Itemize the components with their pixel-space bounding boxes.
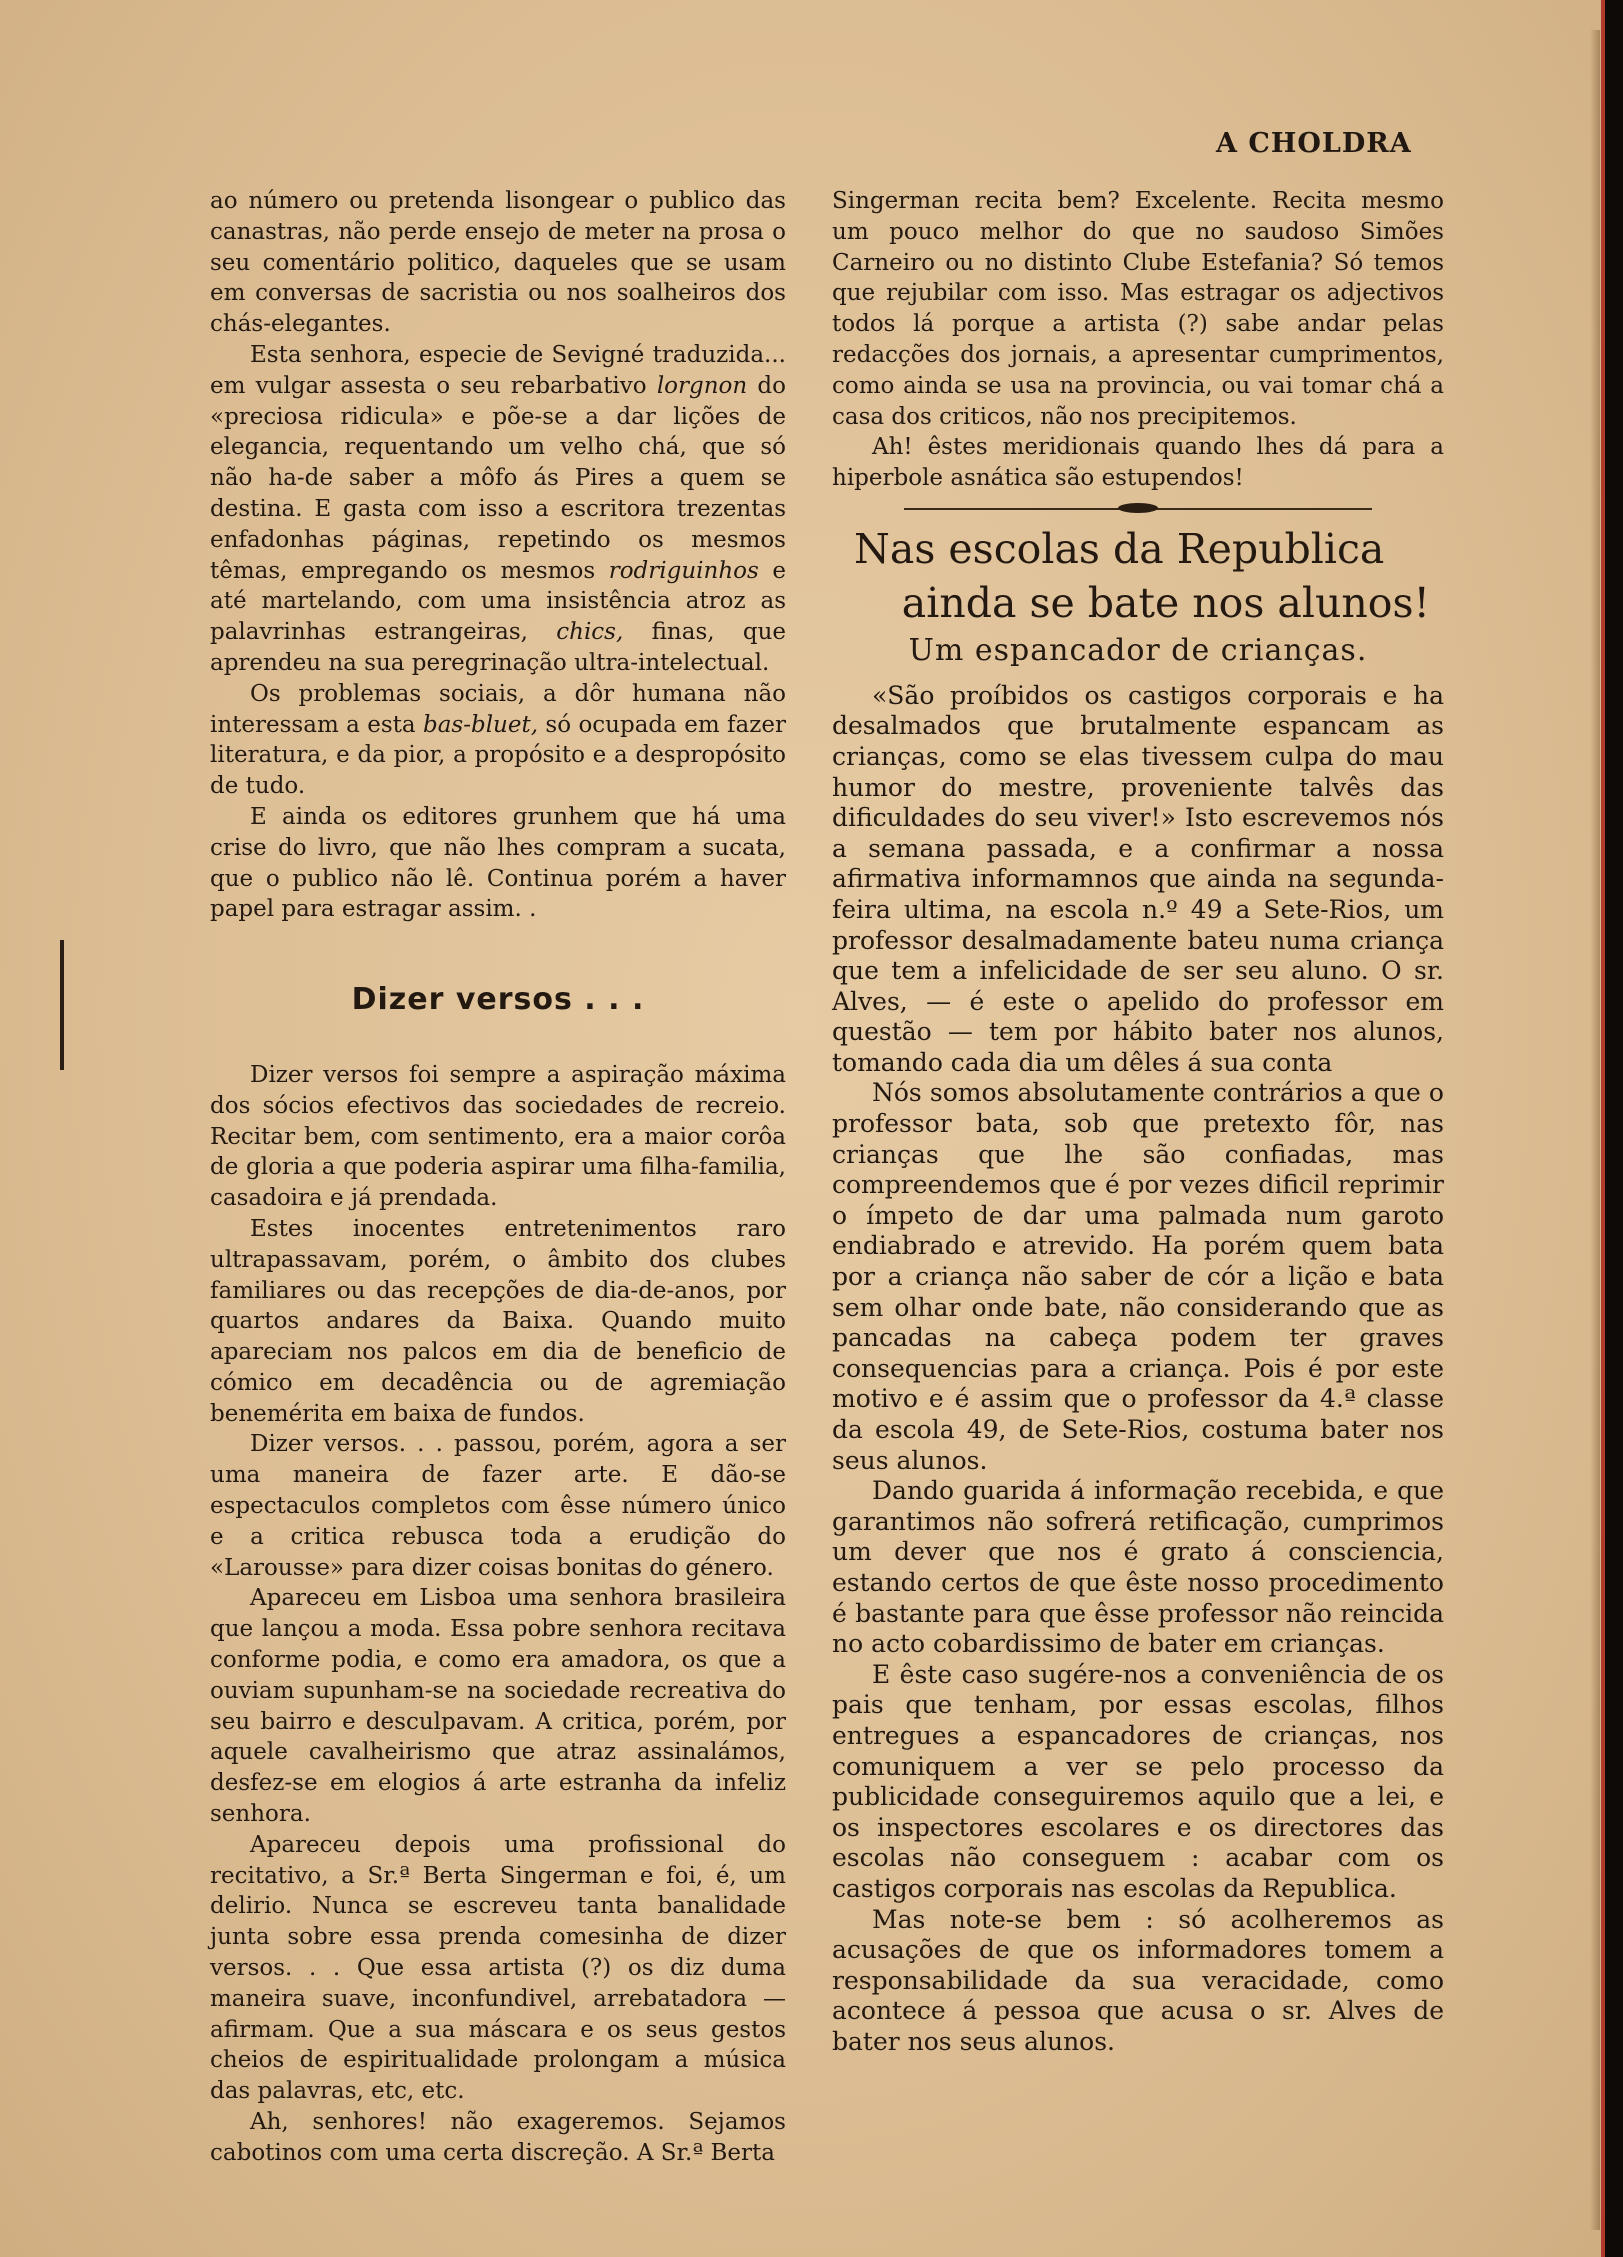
paragraph-2 <box>210 340 786 679</box>
left-column <box>210 186 786 2169</box>
italic-run: rodriguinhos <box>608 557 759 584</box>
right-column <box>832 186 1444 2057</box>
page-header: A CHOLDRA <box>1216 128 1412 159</box>
paragraph-15: Dando guarida á informação recebida, e que garantimos não sofrerá retificação, cumprimos um dever que nos é grato á consciencia, estando certos de que êste nosso procedimento é bastante para que êsse professor não reincida no acto cobardissimo de bater em crianças. <box>832 1476 1444 1659</box>
paragraph-8: Apareceu em Lisboa uma senhora brasileira que lançou a moda. Essa pobre senhora recitava conforme podia, e como era amadora, os que a ouviam supunham-se na sociedade recreativa do seu bairro e desculpavam. A critica, porém, por aquele cavalheirismo que atraz assinalámos, desfez-se em elogios á arte estranha da infeliz senhora. <box>210 1585 786 1828</box>
paragraph-5: Dizer versos foi sempre a aspiração máxima dos sócios efectivos das sociedades de recreio. Recitar bem, com sentimento, era a maior corôa de gloria a que poderia aspirar uma filha-familia, casadoira e já prendada. <box>210 1061 786 1212</box>
paragraph-17: Mas note-se bem : só acolheremos as acusações de que os informadores tomem a responsabilidade da sua veracidade, como acontece á pessoa que acusa o sr. Alves de bater nos seus alunos. <box>832 1904 1444 2056</box>
italic-run: bas-bluet, <box>422 711 539 738</box>
text-run: finas, que aprendeu na sua peregrinação ultra-intelectual. <box>210 619 786 676</box>
paragraph-12: Ah! êstes meridionais quando lhes dá para a hiperbole asnática são estupendos! <box>832 434 1444 492</box>
italic-run: chics, <box>556 619 624 646</box>
text-run: Os problemas sociais, a dôr humana não interessam a esta <box>210 680 786 738</box>
paragraph-4: E ainda os editores grunhem que há uma crise do livro, que não lhes compram a sucata, que o publico não lê. Continua porém a haver papel para estragar assim. . <box>210 803 786 923</box>
paragraph-3 <box>210 679 786 802</box>
article-title-line-2: ainda se bate nos alunos! <box>901 578 1430 627</box>
text-run: do «preciosa ridicula» e põe-se a dar lições de elegancia, requentando um velho chá, que só não ha-de saber a môfo ás Pires a quem se destina. E gasta com isso a escritora trezentas enfadonhas páginas, repetindo os mesmos têmas, empregando os mesmos <box>210 372 786 584</box>
paragraph-9: Apareceu depois uma profissional do recitativo, a Sr.ª Berta Singerman e foi, é, um delirio. Nunca se escreveu tanta banalidade junta sobre essa prenda comesinha de dizer versos. . . Que essa artista (?) os diz duma maneira suave, inconfundivel, arrebatadora — afirmam. Que a sua máscara e os seus gestos cheios de espiritualidade prolongam a música das palavras, etc, etc. <box>210 1831 786 2105</box>
text-run: só ocupada em fazer literatura, e da pior, a propósito e a despropósito de tudo. <box>210 711 786 800</box>
paragraph-13: «São proíbidos os castigos corporais e ha desalmados que brutalmente espancam as crianças, como se elas tivessem culpa do mau humor do mestre, proveniente talvês das dificuldades do seu viver!» Isto escrevemos nós a semana passada, e a confirmar a nossa afirmativa informamnos que ainda na segunda-feira ultima, na escola n.º 49 a Sete-Rios, um professor desalmadamente bateu numa criança que tem a infelicidade de ser seu aluno. O sr. Alves, — é este o apelido do professor em questão — tem por hábito bater nos alunos, tomando cada dia um dêles á sua conta <box>832 680 1444 1077</box>
article-title-line-1: Nas escolas da Republica <box>854 524 1385 573</box>
text-run: Esta senhora, especie de Sevigné traduzida... em vulgar assesta o seu rebarbativo <box>210 341 786 399</box>
paragraph-14: Nós somos absolutamente contrários a que o professor bata, sob que pretexto fôr, nas crianças que lhe são confiadas, mas compreendemos que é por vezes dificil reprimir o ímpeto de dar uma palmada num garoto endiabrado e atrevido. Ha porém quem bata por a criança não saber de cór a lição e bata sem olhar onde bate, não considerando que as pancadas na cabeça podem ter graves consequencias para a criança. Pois é por este motivo e é assim que o professor da 4.ª classe da escola 49, de Sete-Rios, costuma bater nos seus alunos. <box>832 1078 1444 1475</box>
article-body <box>832 681 1444 2058</box>
paragraph-11: Singerman recita bem? Excelente. Recita mesmo um pouco melhor do que no saudoso Simões Carneiro ou no distinto Clube Estefania? Só temos que rejubilar com isso. Mas estragar os adjectivos todos lá porque a artista (?) sabe andar pelas redacções dos jornais, a apresentar cumprimentos, como ainda se usa na provincia, ou vai tomar chá a casa dos criticos, não nos precipitemos. <box>832 188 1444 430</box>
text-run: e até martelando, com uma insistência atroz as palavrinhas estrangeiras, <box>210 557 786 646</box>
paragraph-6: Estes inocentes entretenimentos raro ultrapassavam, porém, o âmbito dos clubes familiares ou das recepções de dia-de-anos, por quartos andares da Baixa. Quando muito apareciam nos palcos em dia de beneficio de cómico em decadência ou de agremiação benemérita em baixa de fundos. <box>210 1215 786 1427</box>
paragraph-16: E êste caso sugére-nos a conveniência de os pais que tenham, por essas escolas, filhos entregues a espancadores de crianças, nos comuniquem a ver se pelo processo da publicidade conseguiremos aquilo que a lei, e os inspectores escolares e os directores das escolas não conseguem : acabar com os castigos corporais nas escolas da Republica. <box>832 1659 1444 1903</box>
paragraph-1: ao número ou pretenda lisongear o publico das canastras, não perde ensejo de meter na prosa o seu comentário politico, daqueles que se usam em conversas de sacristia ou nos soalheiros dos chás-elegantes. <box>210 188 786 338</box>
paragraph-7: Dizer versos. . . passou, porém, agora a ser uma maneira de fazer arte. E dão-se espectaculos completos com êsse número único e a critica rebusca toda a erudição do «Larousse» para dizer coisas bonitas do género. <box>210 1431 786 1581</box>
divider-rule <box>904 508 1372 510</box>
article-subtitle: Um espancador de crianças. <box>908 632 1368 668</box>
italic-run: lorgnon <box>656 372 748 399</box>
paragraph-10: Ah, senhores! não exageremos. Sejamos cabotinos com uma certa discreção. A Sr.ª Berta <box>210 2109 786 2166</box>
binding-mark <box>60 940 64 1070</box>
divider-ornament <box>1118 503 1158 513</box>
page-edge-shadow <box>1590 30 1600 2230</box>
section-title: Dizer versos . . . <box>351 982 645 1018</box>
